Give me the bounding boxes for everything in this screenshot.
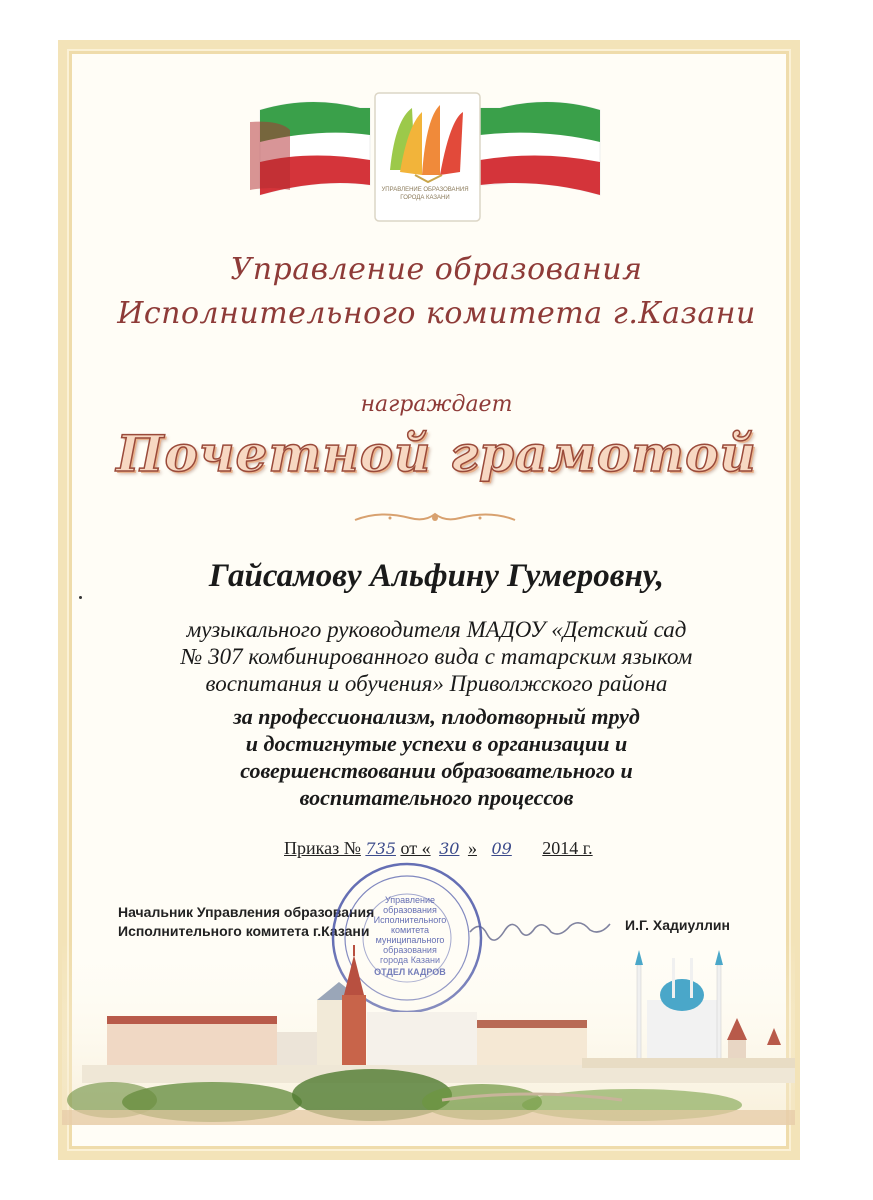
issuer-line1: Управление образования — [230, 252, 643, 287]
description-line3: воспитания и обучения» Приволжского района — [205, 671, 668, 696]
merit-line1: за профессионализм, плодотворный труд — [233, 704, 640, 729]
order-reference — [284, 838, 604, 859]
order-year: 2014 г. — [542, 838, 593, 858]
merit-line2: и достигнутые успехи в организации и — [245, 731, 628, 756]
description-line2: № 307 комбинированного вида с татарским языком — [180, 644, 693, 669]
order-close-quote: » — [467, 838, 477, 858]
seal-line2: образования — [383, 905, 437, 915]
scan-speck — [79, 596, 82, 599]
signatory-title-line2: Исполнительного комитета г.Казани — [118, 923, 370, 939]
kazan-education-emblem-icon — [250, 90, 610, 230]
description-line1: музыкального руководителя МАДОУ «Детский сад — [186, 617, 687, 642]
seal-line3: Исполнительного — [373, 915, 447, 925]
merit-line4: воспитательного процессов — [299, 785, 574, 810]
order-number: 735 — [365, 839, 396, 858]
emblem-caption-line2: ГОРОДА КАЗАНИ — [400, 195, 450, 201]
order-from: от « — [400, 838, 431, 858]
emblem-caption — [365, 186, 485, 202]
seal-line1: Управление — [384, 895, 436, 905]
merit-line3: совершенствовании образовательного и — [240, 758, 633, 783]
awards-caption: награждает — [360, 392, 513, 417]
signatory-name: И.Г. Хадиуллин — [625, 917, 730, 933]
recipient-name: Гайсамову Альфину Гумеровну, — [208, 558, 665, 594]
certificate-title: Почетной грамотой — [116, 424, 757, 483]
order-day: 30 — [439, 839, 460, 858]
seal-line4: комитета — [390, 925, 429, 935]
flourish-ornament-icon — [350, 508, 520, 528]
issuer-line2: Исполнительного комитета г.Казани — [117, 296, 756, 331]
signatory-title-line1: Начальник Управления образования — [118, 904, 375, 920]
emblem-caption-line1: УПРАВЛЕНИЕ ОБРАЗОВАНИЯ — [381, 187, 469, 193]
order-month: 09 — [491, 839, 512, 858]
order-prefix: Приказ № — [284, 838, 361, 858]
kremlin-skyline-icon — [62, 940, 795, 1125]
